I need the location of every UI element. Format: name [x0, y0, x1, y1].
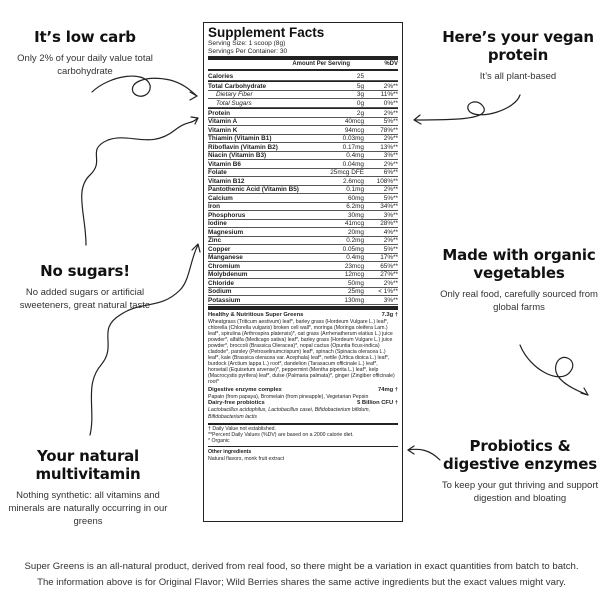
nutrient-name: Total Sugars [216, 99, 252, 107]
blend-name: Healthy & Nutritious Super Greens [208, 311, 304, 318]
arrow-low-carb [92, 76, 197, 96]
nutrient-row [208, 186, 398, 195]
nutrient-dv: 3%** [383, 211, 398, 219]
nutrient-name: Niacin (Vitamin B3) [208, 152, 267, 160]
note-calorie: **Percent Daily Values (%DV) are based on a 2000 calorie diet. [208, 431, 354, 438]
nutrient-row [208, 288, 398, 297]
label-title: Supplement Facts [208, 25, 325, 40]
arrow-probiotic-head [408, 446, 414, 454]
nutrient-name: Vitamin K [208, 126, 238, 134]
nutrient-row [208, 296, 398, 305]
note-dv: † Daily Value not established. [208, 425, 276, 432]
nutrient-name: Phosphorus [208, 211, 246, 219]
callout-title: Your natural multivitamin [35, 447, 141, 483]
nutrient-row [208, 91, 398, 100]
other-ingredients-text: Natural flavors, monk fruit extract [208, 455, 285, 462]
nutrient-amount: 0.2mg [346, 237, 364, 245]
nutrient-row [208, 279, 398, 288]
callout-title: It’s low carb [34, 28, 136, 46]
divider [208, 69, 398, 71]
nutrient-row [208, 254, 398, 263]
callout-text: To keep your gut thriving and support digestion and bloating [441, 480, 599, 504]
divider [208, 423, 398, 425]
callout-title: No sugars! [40, 262, 130, 280]
nutrient-row [208, 152, 398, 161]
probiotics-amount: 5 Billion CFU † [357, 400, 398, 407]
blend-ingredients: Wheatgrass (Triticum aestivum) leaf*, barley grass (Hordeum Vulgare L.) leaf*, chlorella (Chlorella vulgaris) broken cell wall*, moringa (Moringa oleifera Lam.) leaf*, spirulina (Arthrospira platensis)*, oat grass (Arrhenatherum elatius L.) juice powder*, alfalfa (Medicago sativa) leaf*, barley grass (Hordeum Vulgare L.) juice powder*, broccoli (Brassica Oleracea)*, nopal cactus (Opuntia ficus-indica) cladode*, parsley (Petroselinumcrispum) leaf*, spinach (Spinacia oleracea L.) leaf*, kale (Brassica oleracea var. Acephala) leaf*, nettle (Urtica dioica L.) leaf*, burdock (Arctium lappa L.) root*, dandelion (Taraxacum officinale L.) leaf*, horsetail (Equisetum arvense)*, peppermint (Mentha piperita L.) leaf*, kelp (Macrocystis pyrifera) leaf*, dulse (Palmaria palmata)*, ginger (Zingiber officinale) root* [208, 318, 395, 386]
nutrient-dv: 34%** [380, 203, 398, 211]
nutrient-row [208, 271, 398, 280]
nutrient-name: Dietary Fiber [216, 91, 253, 99]
nutrient-name: Manganese [208, 254, 243, 262]
nutrient-amount: 0.4mg [346, 254, 364, 262]
arrow-vegan [415, 95, 520, 120]
nutrient-dv: 78%** [380, 126, 398, 134]
footer-line-2: The information above is for Original Flavor; Wild Berries shares the same active ingredients but the exact values might vary. [37, 577, 566, 588]
column-header [208, 61, 398, 68]
nutrient-amount: 94mcg [344, 126, 364, 134]
divider [208, 306, 398, 310]
nutrient-name: Chromium [208, 262, 240, 270]
nutrient-name: Vitamin B6 [208, 160, 241, 168]
nutrient-name: Chloride [208, 279, 234, 287]
nutrient-dv: 27%** [380, 271, 398, 279]
nutrient-rows [208, 72, 398, 305]
nutrient-amount: 3g [356, 91, 364, 99]
enzyme-amount: 74mg † [378, 387, 398, 394]
nutrient-row [208, 237, 398, 246]
nutrient-amount: 20mg [348, 228, 364, 236]
callout-title: Probiotics & digestive enzymes [443, 437, 597, 473]
nutrient-name: Vitamin A [208, 118, 238, 126]
arrow-no-sugar-head [191, 117, 198, 124]
nutrient-name: Calories [208, 72, 234, 80]
nutrient-row [208, 143, 398, 152]
nutrient-dv: 2%** [383, 237, 398, 245]
nutrient-name: Riboflavin (Vitamin B2) [208, 143, 278, 151]
nutrient-amount: 0.17mg [342, 143, 364, 151]
nutrient-row [208, 82, 398, 91]
nutrient-amount: 0.05mg [342, 245, 364, 253]
callout-multivitamin [8, 447, 168, 528]
nutrient-amount: 130mg [344, 296, 364, 304]
nutrient-dv: 108%** [376, 177, 398, 185]
arrow-probiotic [408, 449, 440, 460]
arrow-no-sugar [82, 118, 198, 245]
nutrient-dv: 2%** [383, 279, 398, 287]
arrow-organic-head [581, 388, 588, 395]
callout-text: Only real food, carefully sourced from global farms [440, 289, 598, 313]
amount-header: Amount Per Serving [292, 61, 350, 68]
nutrient-dv: 4%** [383, 228, 398, 236]
nutrient-amount: 0.04mg [342, 160, 364, 168]
nutrient-row [208, 177, 398, 186]
nutrient-amount: 2g [356, 109, 364, 117]
nutrient-row [208, 211, 398, 220]
nutrient-amount: 0g [356, 99, 364, 107]
nutrient-name: Pantothenic Acid (Vitamin B5) [208, 186, 299, 194]
nutrient-name: Thiamin (Vitamin B1) [208, 135, 272, 143]
nutrient-amount: 25mg [348, 288, 364, 296]
nutrient-amount: 40mcg [344, 118, 364, 126]
nutrient-amount: 25mcg DFE [330, 169, 364, 177]
nutrient-amount: 41mcg [344, 220, 364, 228]
divider [208, 446, 398, 447]
callout-probiotics [440, 437, 600, 505]
nutrient-amount: 12mcg [344, 271, 364, 279]
nutrient-dv: 28%** [380, 220, 398, 228]
callout-text: Only 2% of your daily value total carbohydrate [17, 53, 153, 77]
nutrient-row [208, 228, 398, 237]
nutrient-dv: 65%** [380, 262, 398, 270]
enzyme-ingredients: Papain (from papaya), Bromelain (from pineapple), Vegetarian Pepsin [208, 394, 369, 401]
nutrient-row [208, 72, 398, 81]
other-ingredients-heading: Other ingredients [208, 449, 252, 456]
divider [208, 56, 398, 60]
dv-header: %DV [384, 61, 398, 68]
nutrient-amount: 25 [356, 72, 364, 80]
nutrient-dv: 5%** [383, 194, 398, 202]
nutrient-amount: 5g [356, 82, 364, 90]
enzyme-name: Digestive enzyme complex [208, 387, 282, 394]
nutrient-name: Copper [208, 245, 231, 253]
nutrient-dv: 2%** [383, 160, 398, 168]
nutrient-row [208, 118, 398, 127]
nutrient-name: Magnesium [208, 228, 244, 236]
callout-organic-vegetables [440, 246, 598, 314]
nutrient-row [208, 135, 398, 144]
nutrient-amount: 2.6mcg [343, 177, 364, 185]
nutrient-amount: 30mg [348, 211, 364, 219]
callout-vegan-protein [438, 28, 598, 83]
nutrient-row [208, 126, 398, 135]
nutrient-amount: 0.4mg [346, 152, 364, 160]
note-organic: * Organic [208, 438, 230, 445]
arrow-multi-head [192, 244, 200, 252]
nutrient-name: Iodine [208, 220, 227, 228]
nutrient-amount: 23mcg [344, 262, 364, 270]
nutrient-dv: 11%** [380, 91, 398, 99]
nutrient-dv: 13%** [380, 143, 398, 151]
nutrient-dv: 2%** [383, 82, 398, 90]
nutrient-dv: 0%** [383, 99, 398, 107]
nutrient-dv: < 1%** [378, 288, 398, 296]
serving-size: Serving Size: 1 scoop (8g) [208, 40, 286, 47]
callout-text: Nothing synthetic: all vitamins and minerals are naturally occurring in our greens [8, 490, 168, 527]
nutrient-row [208, 203, 398, 212]
nutrient-name: Molybdenum [208, 271, 248, 279]
greens-blend [208, 312, 398, 420]
nutrient-name: Sodium [208, 288, 232, 296]
nutrient-name: Calcium [208, 194, 233, 202]
nutrient-name: Potassium [208, 296, 241, 304]
nutrient-dv: 5%** [383, 245, 398, 253]
nutrient-dv: 2%** [383, 109, 398, 117]
callout-low-carb [10, 28, 160, 78]
nutrient-dv: 5%** [383, 118, 398, 126]
nutrient-row [208, 245, 398, 254]
nutrient-name: Zinc [208, 237, 222, 245]
nutrient-amount: 0.03mg [342, 135, 364, 143]
nutrient-name: Folate [208, 169, 227, 177]
nutrient-dv: 3%** [383, 152, 398, 160]
callout-title: Here’s your vegan protein [442, 28, 594, 64]
arrow-vegan-head [414, 115, 421, 124]
blend-amount: 7.3g † [381, 311, 398, 318]
nutrient-name: Vitamin B12 [208, 177, 245, 185]
callout-text: No added sugars or artificial sweeteners, great natural taste [19, 287, 151, 311]
nutrient-amount: 50mg [348, 279, 364, 287]
nutrient-row [208, 160, 398, 169]
probiotics-ingredients: Lactobacillus acidophilus, Lactobacillus casei, Bifidobacterium bifidum, Bifidobacterium lactis [208, 407, 371, 420]
supplement-facts-label [203, 22, 403, 522]
nutrient-dv: 17%** [380, 254, 398, 262]
nutrient-dv: 6%** [383, 169, 398, 177]
arrow-organic [520, 345, 588, 395]
callout-no-sugars [10, 262, 160, 312]
nutrient-dv: 2%** [383, 186, 398, 194]
nutrient-row [208, 99, 398, 108]
nutrient-name: Iron [208, 203, 221, 211]
nutrient-dv: 3%** [383, 296, 398, 304]
nutrient-row [208, 169, 398, 178]
callout-title: Made with organic vegetables [442, 246, 596, 282]
callout-text: It’s all plant-based [479, 71, 557, 82]
probiotics-name: Dairy-free probiotics [208, 400, 265, 407]
nutrient-name: Total Carbohydrate [208, 82, 267, 90]
footer-line-1: Super Greens is an all-natural product, derived from real food, so there might be a variation in exact quantities from batch to batch. [24, 561, 579, 572]
nutrient-row [208, 262, 398, 271]
nutrient-amount: 0.1mg [346, 186, 364, 194]
nutrient-row [208, 194, 398, 203]
nutrient-row [208, 220, 398, 229]
arrow-low-carb-head [190, 92, 197, 100]
nutrient-amount: 6.2mg [346, 203, 364, 211]
nutrient-row [208, 109, 398, 118]
nutrient-dv: 2%** [383, 135, 398, 143]
servings-per-container: Servings Per Container: 30 [208, 47, 288, 55]
nutrient-name: Protein [208, 109, 231, 117]
nutrient-amount: 60mg [348, 194, 364, 202]
